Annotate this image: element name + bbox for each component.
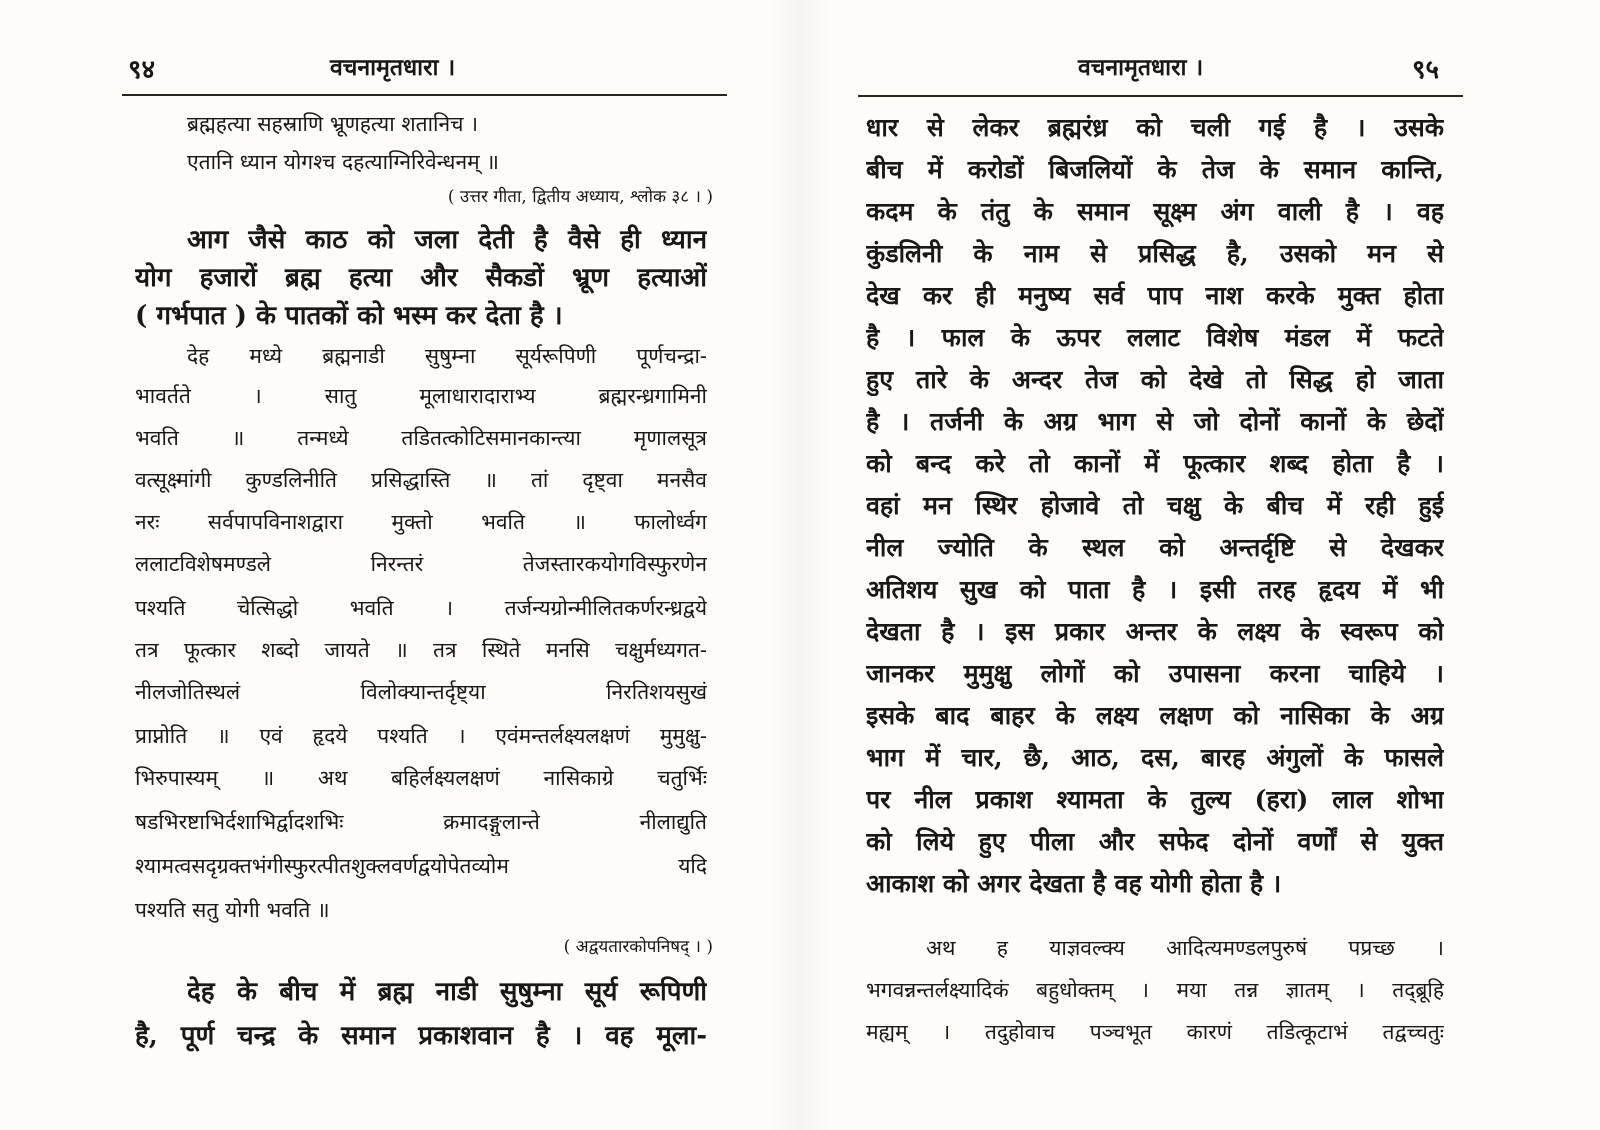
hindi-line: आकाश को अगर देखता है वह योगी होता है । xyxy=(866,869,1282,898)
translation-line: है, पूर्ण चन्द्र के समान प्रकाशवान है । वह मूला- xyxy=(135,1021,707,1051)
translation-line: आग जैसे काठ को जला देती है वैसे ही ध्यान xyxy=(187,225,707,255)
sanskrit-line: नीलजोतिस्थलं विलोक्यान्तर्दृष्ट्या निरतिशयसुखं xyxy=(135,680,707,704)
hindi-line: देख कर ही मनुष्य सर्व पाप नाश करके मुक्त होता xyxy=(866,281,1444,310)
sanskrit-line: प्राप्नोति ॥ एवं हृदये पश्यति । एवंमन्तर्लक्ष्यलक्षणं मुमुक्षु- xyxy=(135,724,707,748)
passage-reference: ( अद्वयतारकोपनिषद् । ) xyxy=(563,937,713,957)
hindi-line: हुए तारे के अन्दर तेज को देखे तो सिद्ध हो जाता xyxy=(866,365,1444,394)
right-page-number: ९५ xyxy=(1412,55,1440,85)
left-page-number: ९४ xyxy=(128,55,156,85)
verse-line: एतानि ध्यान योगश्च दहत्याग्निरिवेन्धनम् ॥ xyxy=(187,150,499,174)
hindi-line: देखता है । इस प्रकार अन्तर के लक्ष्य के स्वरूप को xyxy=(866,617,1444,646)
sanskrit-line: भगवन्नन्तर्लक्ष्यादिकं बहुधोक्तम् । मया तन्न ज्ञातम् । तद्ब्रूहि xyxy=(866,978,1444,1002)
sanskrit-line: तत्र फूत्कार शब्दो जायते ॥ तत्र स्थिते मनसि चक्षुर्मध्यगत- xyxy=(135,638,707,662)
sanskrit-line: देह मध्ये ब्रह्मनाडी सुषुम्ना सूर्यरूपिणी पूर्णचन्द्रा- xyxy=(187,344,707,368)
hindi-line: को लिये हुए पीला और सफेद दोनों वर्णों से युक्त xyxy=(866,827,1444,856)
hindi-line: है । तर्जनी के अग्र भाग से जो दोनों कानों के छेदों xyxy=(866,407,1444,436)
right-running-title: वचनामृतधारा । xyxy=(1078,54,1204,81)
left-page-text xyxy=(135,0,715,1130)
hindi-line: भाग में चार, छै, आठ, दस, बारह अंगुलों के फासले xyxy=(866,743,1444,772)
sanskrit-line: मह्यम् । तदुहोवाच पञ्चभूत कारणं तडित्कूटाभं तद्वच्चतुः xyxy=(866,1020,1444,1044)
left-running-title: वचनामृतधारा । xyxy=(330,54,456,81)
right-page xyxy=(800,0,1600,1130)
hindi-line: कुंडलिनी के नाम से प्रसिद्ध है, उसको मन से xyxy=(866,239,1444,268)
sanskrit-line: अथ ह याज्ञवल्क्य आदित्यमण्डलपुरुषं पप्रच्छ । xyxy=(926,936,1444,960)
hindi-line: जानकर मुमुक्षु लोगों को उपासना करना चाहिये । xyxy=(866,659,1444,688)
hindi-line: पर नील प्रकाश श्यामता के तुल्य (हरा) लाल शोभा xyxy=(866,785,1444,814)
hindi-line: नील ज्योति के स्थल को अन्तर्दृष्टि से देखकर xyxy=(866,533,1444,562)
translation-line: योग हजारों ब्रह्म हत्या और सैकडों भ्रूण हत्याओं xyxy=(135,263,707,293)
hindi-line: धार से लेकर ब्रह्मरंध्र को चली गई है । उसके xyxy=(866,113,1444,142)
sanskrit-line: भावर्तते । सातु मूलाधारादाराभ्य ब्रह्मरन्ध्रगामिनी xyxy=(135,384,707,408)
verse-line: ब्रह्महत्या सहस्राणि भ्रूणहत्या शतानिच । xyxy=(187,112,479,136)
hindi-line: कदम के तंतु के समान सूक्ष्म अंग वाली है । वह xyxy=(866,197,1444,226)
sanskrit-line: पश्यति सतु योगी भवति ॥ xyxy=(135,898,330,922)
translation-line: देह के बीच में ब्रह्म नाडी सुषुम्ना सूर्य रूपिणी xyxy=(187,977,707,1007)
hindi-line: को बन्द करे तो कानों में फूत्कार शब्द होता है । xyxy=(866,449,1444,478)
sanskrit-line: षडभिरष्टाभिर्दशाभिर्द्वादशभिः क्रमादङ्गुलान्ते नीलाद्युति xyxy=(135,810,707,834)
sanskrit-line: श्यामत्वसदृग्रक्तभंगीस्फुरत्पीतशुक्लवर्णद्वयोपेतव्योम यदि xyxy=(135,854,707,878)
hindi-line: अतिशय सुख को पाता है । इसी तरह हृदय में भी xyxy=(866,575,1444,604)
sanskrit-line: वत्सूक्ष्मांगी कुण्डलिनीति प्रसिद्धास्ति ॥ तां दृष्ट्वा मनसैव xyxy=(135,468,707,492)
hindi-line: वहां मन स्थिर होजावे तो चक्षु के बीच में रही हुई xyxy=(866,491,1444,520)
hindi-line: इसके बाद बाहर के लक्ष्य लक्षण को नासिका के अग्र xyxy=(866,701,1444,730)
sanskrit-line: पश्यति चेत्सिद्धो भवति । तर्जन्यग्रोन्मीलितकर्णरन्ध्रद्वये xyxy=(135,596,707,620)
sanskrit-line: भवति ॥ तन्मध्ये तडितत्कोटिसमानकान्त्या मृणालसूत्र xyxy=(135,426,707,450)
verse-reference: ( उत्तर गीता, द्वितीय अध्याय, श्लोक ३८ । ) xyxy=(447,187,713,207)
sanskrit-line: ललाटविशेषमण्डले निरन्तरं तेजस्तारकयोगविस्फुरणेन xyxy=(135,552,707,576)
sanskrit-line: भिरुपास्यम् ॥ अथ बहिर्लक्ष्यलक्षणं नासिकाग्रे चतुर्भिः xyxy=(135,766,707,790)
right-page-text xyxy=(866,0,1444,1130)
translation-line: ( गर्भपात ) के पातकों को भस्म कर देता है । xyxy=(135,301,563,331)
hindi-line: है । फाल के ऊपर ललाट विशेष मंडल में फटते xyxy=(866,323,1444,352)
hindi-line: बीच में करोडों बिजलियों के तेज के समान कान्ति, xyxy=(866,155,1444,184)
sanskrit-line: नरः सर्वपापविनाशद्वारा मुक्तो भवति ॥ फालोर्ध्वग xyxy=(135,510,707,534)
left-page xyxy=(0,0,780,1130)
